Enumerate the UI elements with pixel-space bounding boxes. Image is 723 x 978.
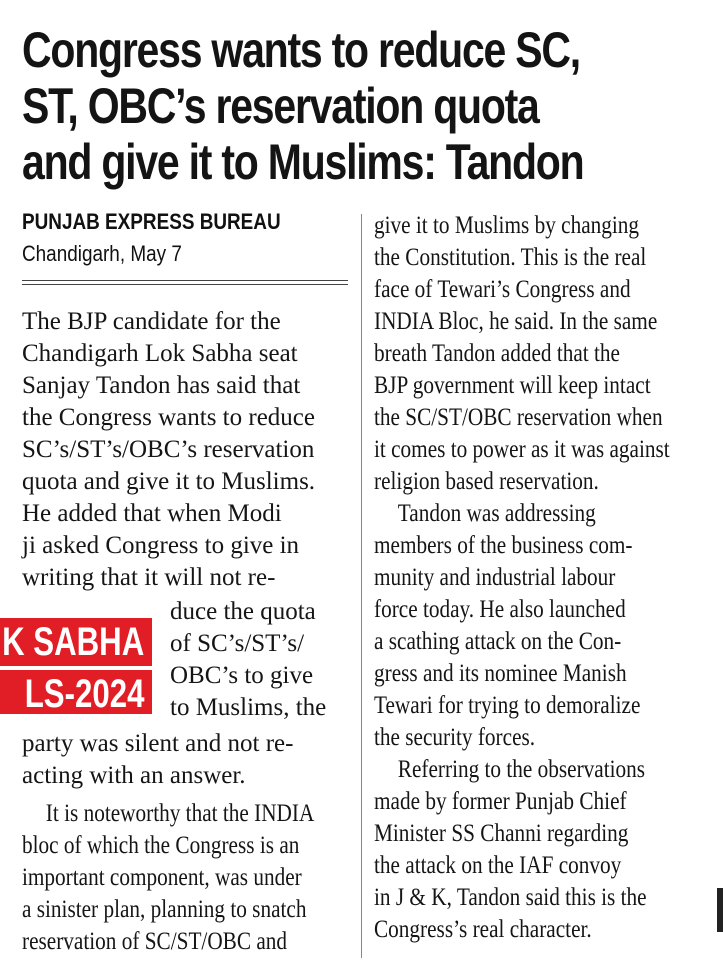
text-line: the attack on the IAF convoy	[374, 852, 622, 879]
text-line: the security forces.	[374, 724, 536, 751]
column-1-continuation	[22, 728, 352, 792]
text-line: a sinister plan, planning to snatch	[22, 896, 307, 923]
dateline: Chandigarh, May 7	[22, 241, 182, 266]
text-line: give it to Muslims by changing	[374, 212, 640, 239]
text-line: Congress’s real character.	[374, 916, 592, 943]
column-1-paragraph-2	[22, 798, 352, 958]
column-1-paragraph-1	[22, 306, 352, 594]
text-line: the Constitution. This is the real	[374, 244, 647, 271]
text-line: He added that when Modi	[22, 500, 282, 527]
text-line: the SC/ST/OBC reservation when	[374, 404, 663, 431]
text-line: bloc of which the Congress is an	[22, 832, 300, 859]
text-line: gress and its nominee Manish	[374, 660, 627, 687]
headline-line: and give it to Muslims: Tandon	[22, 134, 584, 190]
column-1-wrap-text	[170, 596, 352, 724]
ls-2024-badge	[0, 670, 152, 714]
byline-divider	[22, 284, 348, 285]
lok-sabha-badge	[0, 618, 152, 666]
headline	[22, 22, 711, 190]
text-line: INDIA Bloc, he said. In the same	[374, 308, 658, 335]
text-line: it comes to power as it was against	[374, 436, 670, 463]
text-line: Tandon was addressing	[397, 500, 596, 527]
text-line: reservation of SC/ST/OBC and	[22, 928, 288, 955]
text-line: Referring to the observations	[397, 756, 646, 783]
text-line: of SC’s/ST’s/	[170, 630, 305, 657]
text-line: force today. He also launched	[374, 596, 626, 623]
text-line: members of the business com-	[374, 532, 633, 559]
text-line: Tewari for trying to demoralize	[374, 692, 641, 719]
text-line: face of Tewari’s Congress and	[374, 276, 631, 303]
text-line: a scathing attack on the Con-	[374, 628, 622, 655]
text-line: Chandigarh Lok Sabha seat	[22, 340, 298, 367]
text-line: in J & K, Tandon said this is the	[374, 884, 647, 911]
text-line: It is noteworthy that the INDIA	[45, 800, 315, 827]
text-line: ji asked Congress to give in	[22, 532, 300, 559]
text-line: to Muslims, the	[170, 694, 327, 721]
column-2	[374, 210, 704, 946]
text-line: quota and give it to Muslims.	[22, 468, 316, 495]
text-line: munity and industrial labour	[374, 564, 616, 591]
text-line: OBC’s to give	[170, 662, 314, 689]
column-divider	[361, 214, 362, 958]
text-line: made by former Punjab Chief	[374, 788, 627, 815]
text-line: religion based reservation.	[374, 468, 599, 495]
text-line: The BJP candidate for the	[22, 308, 281, 335]
text-line: acting with an answer.	[22, 762, 246, 789]
text-line: breath Tandon added that the	[374, 340, 620, 367]
page-edge-mark	[717, 888, 723, 932]
badge-text: LS-2024	[24, 672, 144, 714]
text-line: the Congress wants to reduce	[22, 404, 315, 431]
headline-line: ST, OBC’s reservation quota	[22, 78, 539, 134]
badge-text: K SABHA	[1, 620, 144, 664]
text-line: SC’s/ST’s/OBC’s reservation	[22, 436, 315, 463]
text-line: party was silent and not re-	[22, 730, 294, 757]
byline-divider	[22, 280, 348, 281]
text-line: BJP government will keep intact	[374, 372, 651, 399]
byline: PUNJAB EXPRESS BUREAU	[22, 209, 281, 234]
text-line: duce the quota	[170, 598, 316, 625]
text-line: Sanjay Tandon has said that	[22, 372, 301, 399]
text-line: Minister SS Channi regarding	[374, 820, 629, 847]
headline-line: Congress wants to reduce SC,	[22, 22, 580, 78]
text-line: writing that it will not re-	[22, 564, 276, 591]
text-line: important component, was under	[22, 864, 302, 891]
